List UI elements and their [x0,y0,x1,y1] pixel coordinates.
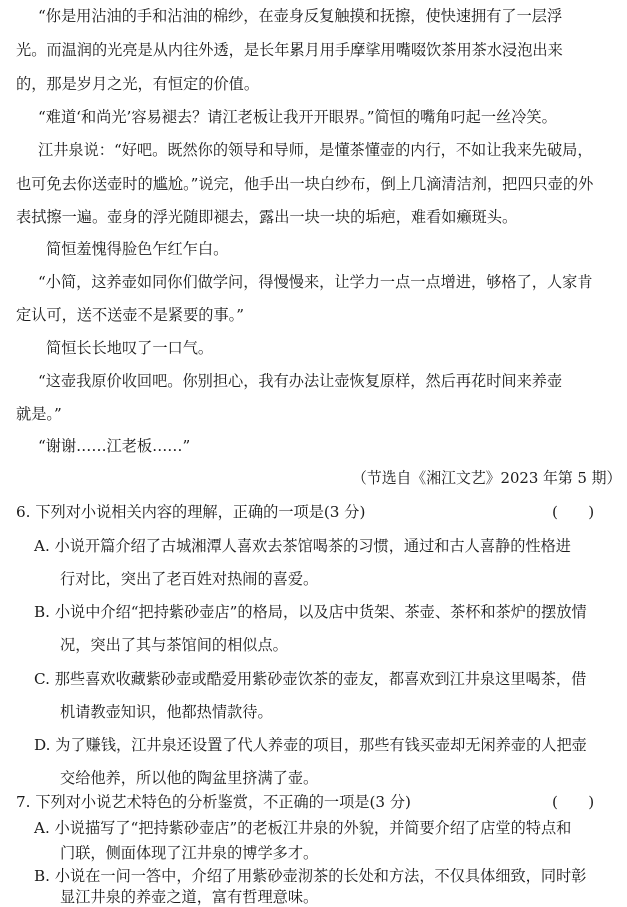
question-6-answer-paren: ( ) [552,503,595,521]
question-7-option-b: B. 小说在一问一答中，介绍了用紫砂壶沏茶的长处和方法，不仅具体细致，同时彰 [34,867,587,885]
question-6-option-d-cont: 交给他养，所以他的陶盆里挤满了壶。 [60,769,319,787]
question-6-option-a: A. 小说开篇介绍了古城湘潭人喜欢去茶馆喝茶的习惯，通过和古人喜静的性格进 [34,537,571,555]
question-7-option-a: A. 小说描写了“把持紫砂壶店”的老板江井泉的外貌，并简要介绍了店堂的特点和 [34,819,572,837]
passage-line: 简恒长长地叹了一口气。 [46,339,214,357]
passage-line: 江井泉说：“好吧。既然你的领导和导师，是懂茶懂壶的内行，不如让我来先破局， [38,141,593,159]
question-7-answer-paren: ( ) [552,793,595,811]
passage-source: （节选自《湘江文艺》2023 年第 5 期） [352,469,622,487]
question-7-option-b-cont: 显江井泉的养壶之道，富有哲理意味。 [60,888,319,906]
passage-line: 简恒羞愧得脸色乍红乍白。 [46,240,229,258]
question-6-option-b-cont: 况，突出了其与茶馆间的相似点。 [60,636,288,654]
question-6-option-c: C. 那些喜欢收藏紫砂壶或酷爱用紫砂壶饮茶的壶友，都喜欢到江井泉这里喝茶，借 [34,670,587,688]
question-7-stem: 7. 下列对小说艺术特色的分析鉴赏，不正确的一项是(3 分) [16,793,411,811]
passage-line: “难道‘和尚光’容易褪去？请江老板让我开开眼界。”简恒的嘴角叼起一丝冷笑。 [38,108,557,126]
passage-line: “谢谢……江老板……” [38,437,191,455]
question-6-stem: 6. 下列对小说相关内容的理解，正确的一项是(3 分) [16,503,366,521]
passage-line: 的，那是岁月之光，有恒定的价值。 [16,75,259,93]
passage-line: 也可免去你送壶时的尴尬。”说完，他手出一块白纱布，倒上几滴清洁剂，把四只壶的外 [16,175,594,193]
passage-line: 就是。” [16,405,62,423]
passage-line: 光。而温润的光亮是从内往外透，是长年累月用手摩挲用嘴啜饮茶用茶水浸泡出来 [16,41,563,59]
passage-line: “这壶我原价收回吧。你别担心，我有办法让壶恢复原样，然后再花时间来养壶 [38,372,563,390]
question-6-option-b: B. 小说中介绍“把持紫砂壶店”的格局，以及店中货架、茶壶、茶杯和茶炉的摆放情 [34,603,587,621]
question-6-option-d: D. 为了赚钱，江井泉还设置了代人养壶的项目，那些有钱买壶却无闲养壶的人把壶 [34,736,587,754]
passage-line: 定认可，送不送壶不是紧要的事。” [16,306,244,324]
question-6-option-c-cont: 机请教壶知识，他都热情款待。 [60,703,273,721]
passage-line: 表拭擦一遍。壶身的浮光随即褪去，露出一块一块的垢疤，难看如癞斑头。 [16,208,518,226]
passage-line: “小简，这养壶如同你们做学问，得慢慢来，让学力一点一点增进，够格了，人家肯 [38,273,593,291]
question-6-option-a-cont: 行对比，突出了老百姓对热闹的喜爱。 [60,570,319,588]
passage-line: “你是用沾油的手和沾油的棉纱，在壶身反复触摸和抚擦，使快速拥有了一层浮 [38,7,563,25]
question-7-option-a-cont: 门联，侧面体现了江井泉的博学多才。 [60,844,319,862]
